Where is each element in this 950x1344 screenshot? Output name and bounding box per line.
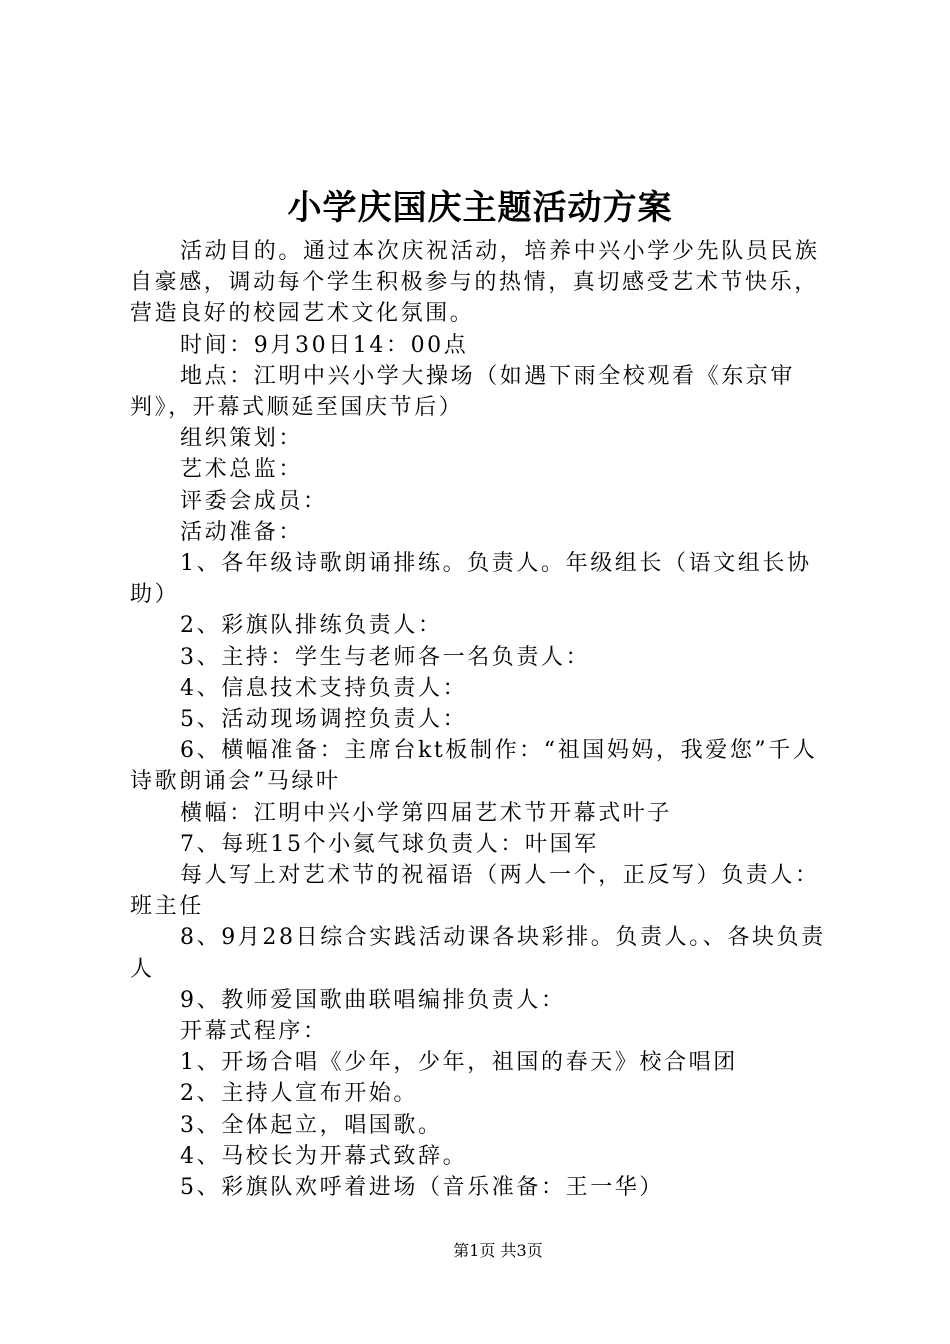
document-body [130, 236, 838, 1203]
paragraph-location: 地点：江明中兴小学大操场（如遇下雨全校观看《东京审判》，开幕式顺延至国庆节后） [130, 363, 796, 421]
paragraph-purpose: 活动目的。通过本次庆祝活动，培养中兴小学少先队员民族自豪感，调动每个学生积极参与的热情，真切感受艺术节快乐，营造良好的校园艺术文化氛围。 [130, 239, 820, 327]
paragraph-prep-item-2: 2、彩旗队排练负责人： [180, 613, 443, 639]
paragraph-jury: 评委会成员： [180, 488, 328, 514]
paragraph-prep-item-8: 8、9月28日综合实践活动课各块彩排。负责人。、各块负责人 [130, 925, 826, 982]
document-title: 小学庆国庆主题活动方案 [287, 188, 673, 228]
paragraph-prep-item-5: 5、活动现场调控负责人： [180, 707, 468, 733]
paragraph-program-item-1: 1、开场合唱《少年，少年，祖国的春天》校合唱团 [180, 1050, 738, 1076]
paragraph-prep-item-7: 7、每班15个小氦气球负责人：叶国军 [180, 831, 599, 857]
paragraph-prep-item-9: 9、教师爱国歌曲联唱编排负责人： [180, 987, 566, 1013]
paragraph-art-director: 艺术总监： [180, 457, 304, 483]
paragraph-preparation-heading: 活动准备： [180, 519, 304, 545]
paragraph-program-item-2: 2、主持人宣布开始。 [180, 1081, 418, 1107]
paragraph-blessings: 每人写上对艺术节的祝福语（两人一个，正反写）负责人：班主任 [130, 863, 820, 920]
paragraph-program-item-3: 3、全体起立，唱国歌。 [180, 1112, 443, 1138]
page-footer: 第1页 共3页 [453, 1241, 543, 1260]
paragraph-prep-item-4: 4、信息技术支持负责人： [180, 675, 468, 701]
paragraph-prep-item-1: 1、各年级诗歌朗诵排练。负责人。年级组长（语文组长协助） [130, 551, 812, 608]
paragraph-prep-item-6: 6、横幅准备：主席台kt板制作：“祖国妈妈，我爱您”千人诗歌朗诵会”马绿叶 [130, 738, 818, 795]
paragraph-banner: 横幅：江明中兴小学第四届艺术节开幕式叶子 [180, 800, 673, 826]
paragraph-program-item-4: 4、马校长为开幕式致辞。 [180, 1143, 468, 1169]
paragraph-program-item-5: 5、彩旗队欢呼着进场（音乐准备：王一华） [180, 1175, 664, 1201]
paragraph-organizer: 组织策划： [180, 426, 304, 452]
paragraph-time: 时间：9月30日14：00点 [180, 332, 469, 358]
paragraph-prep-item-3: 3、主持：学生与老师各一名负责人： [180, 644, 591, 670]
paragraph-program-heading: 开幕式程序： [180, 1019, 328, 1045]
